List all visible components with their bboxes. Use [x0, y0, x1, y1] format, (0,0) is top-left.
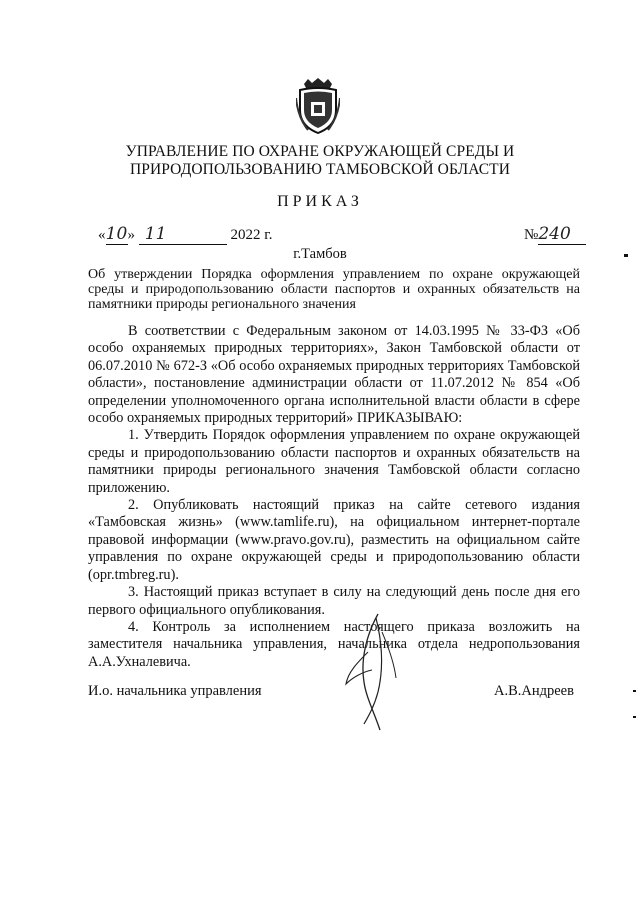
coat-of-arms-icon: [296, 78, 340, 134]
handwritten-signature-icon: [338, 612, 408, 732]
document-number: [524, 224, 586, 245]
organization-name: [60, 143, 580, 179]
number-value: 240: [538, 224, 586, 245]
org-line-1: УПРАВЛЕНИЕ ПО ОХРАНЕ ОКРУЖАЮЩЕЙ СРЕДЫ И: [125, 143, 515, 160]
document-body: [88, 323, 580, 671]
date-year: 2022 г.: [230, 227, 273, 243]
scan-mark: [633, 690, 636, 692]
date-close-quote: »: [127, 227, 135, 243]
document-type-title: ПРИКАЗ: [277, 193, 363, 210]
preamble-paragraph: В соответствии с Федеральным законом от 14.03.1995 № 33-ФЗ «Об особо охраняемых природных территориях», Закон Тамбовской области от 06.07.2010 № 672-З «Об особо охраняемых природных территориях Тамбовской области», постановление администрации области от 11.07.2012 № 854 «Об определении уполномоченного органа исполнительной власти области в сфере особо охраняемых природных территорий» ПРИКАЗЫВАЮ:: [88, 323, 580, 427]
signatory-name: А.В.Андреев: [494, 683, 574, 699]
date-day: 10: [105, 224, 128, 244]
signatory-position: И.о. начальника управления: [88, 683, 262, 699]
org-line-2: ПРИРОДОПОЛЬЗОВАНИЮ ТАМБОВСКОЙ ОБЛАСТИ: [129, 161, 511, 178]
number-label: №: [524, 227, 539, 243]
scan-mark: [624, 254, 628, 257]
order-item-3: 3. Настоящий приказ вступает в силу на следующий день после дня его первого официального опубликования.: [88, 584, 580, 618]
document-date: [98, 224, 272, 245]
document-city: г.Тамбов: [293, 246, 347, 262]
scan-mark: [633, 716, 636, 718]
document-subject: Об утверждении Порядка оформления управлением по охране окружающей среды и природопользованию области паспортов и охранных обязательств на памятники природы регионального значения: [88, 267, 580, 312]
order-item-4: 4. Контроль за исполнением настоящего приказа возложить на заместителя начальника управления, начальника отдела недропользования А.А.Ухналевича.: [88, 618, 580, 670]
order-item-2: 2. Опубликовать настоящий приказ на сайте сетевого издания «Тамбовская жизнь» (www.tamlife.ru), на официальном интернет-портале правовой информации (www.pravo.gov.ru), разместить на официальном сайте управления по охране окружающей среды и природопользованию области (opr.tmbreg.ru).: [88, 497, 580, 583]
date-open-quote: «: [98, 227, 106, 243]
order-item-1: 1. Утвердить Порядок оформления управлением по охране окружающей среды и природопользованию области паспортов и охранных обязательств на памятники природы регионального значения Тамбовской области согласно приложению.: [88, 427, 580, 496]
date-month: 11: [139, 224, 227, 245]
